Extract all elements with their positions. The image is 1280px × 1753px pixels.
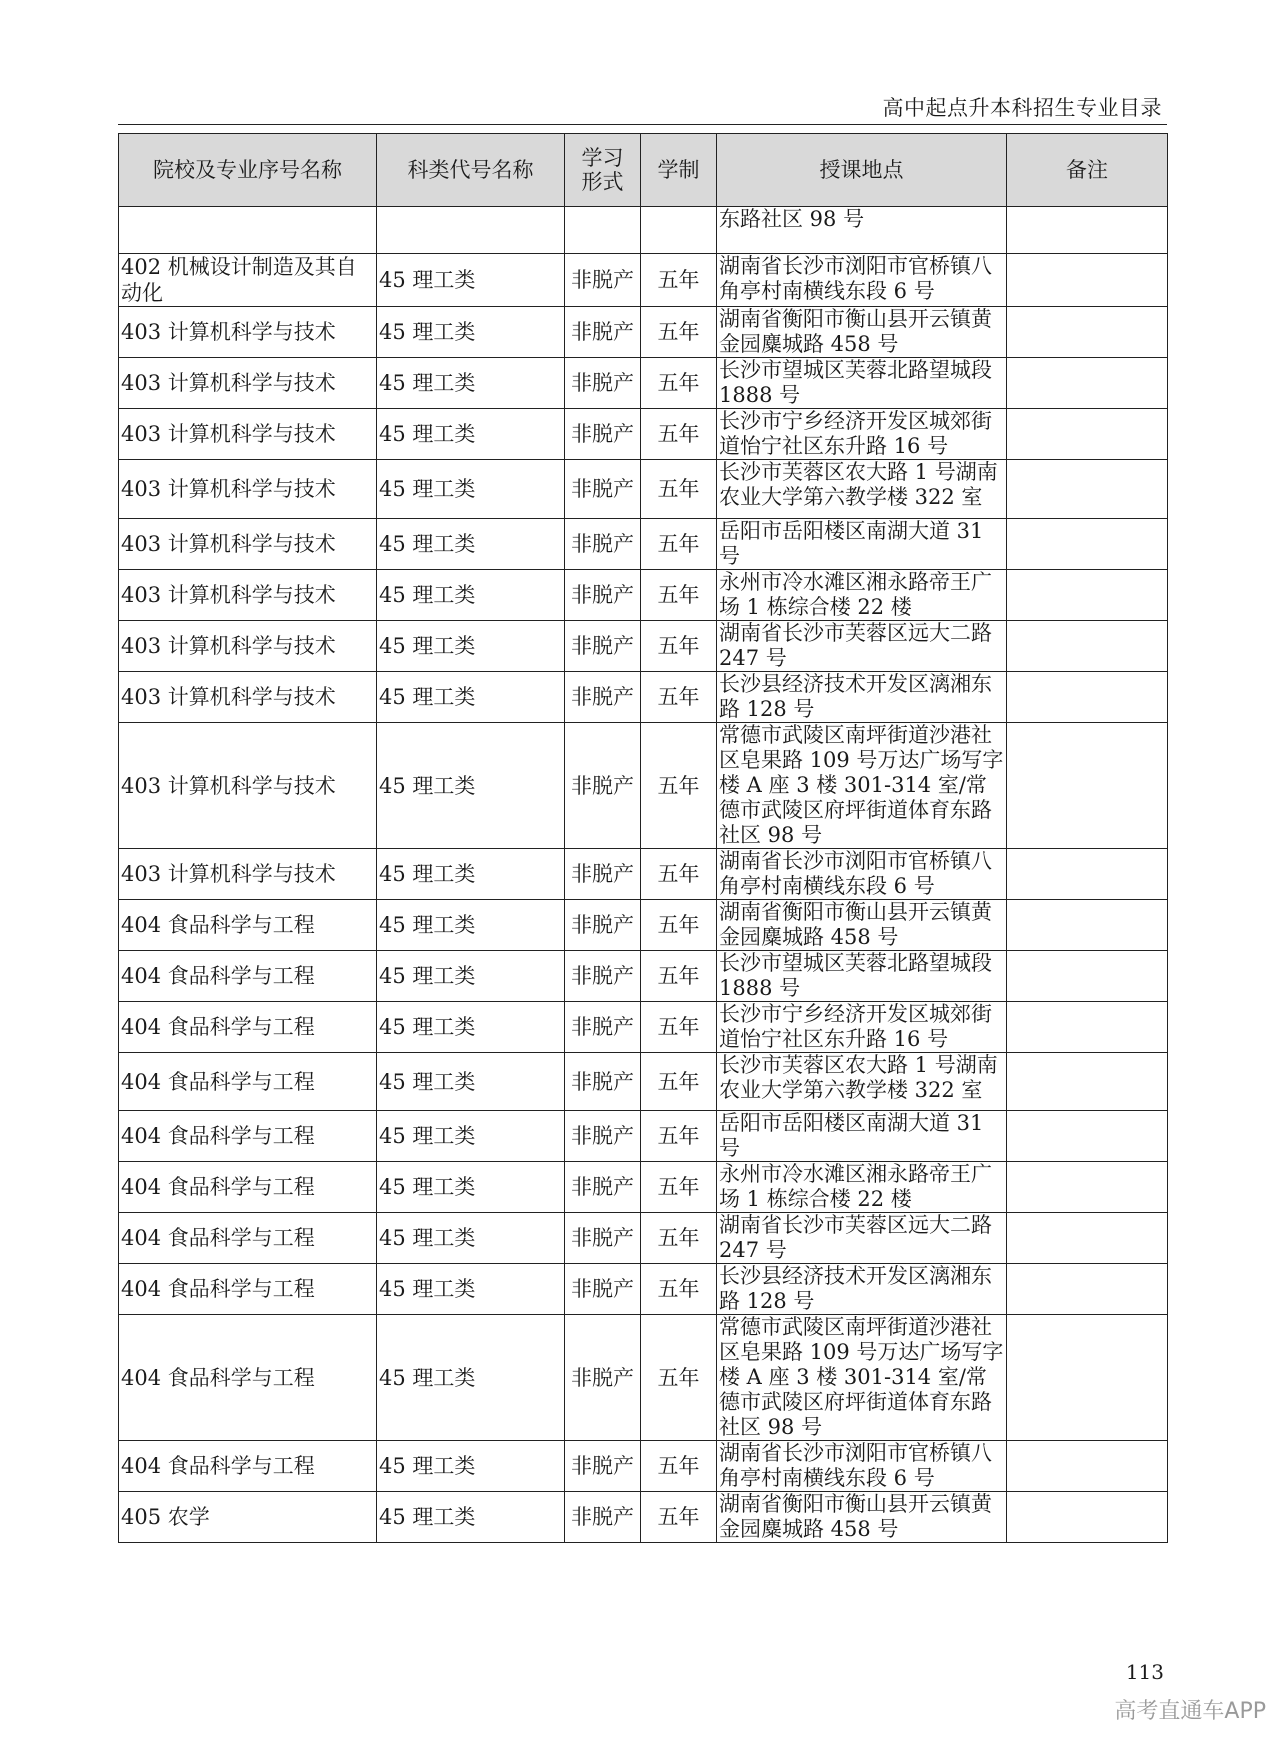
major-cell: 403 计算机科学与技术 [119,672,377,723]
category-cell: 45 理工类 [377,460,565,519]
duration-cell: 五年 [641,1111,717,1162]
table-row [119,570,1168,621]
note-cell [1007,358,1168,409]
study-mode-cell: 非脱产 [565,621,641,672]
table-body [119,207,1168,1543]
category-cell: 45 理工类 [377,672,565,723]
column-header-major: 院校及专业序号名称 [119,134,377,207]
major-cell: 404 食品科学与工程 [119,1441,377,1492]
duration-cell: 五年 [641,460,717,519]
study-mode-cell: 非脱产 [565,1002,641,1053]
note-cell [1007,1213,1168,1264]
table-row [119,519,1168,570]
note-cell [1007,672,1168,723]
catalog-table [118,133,1168,1543]
category-cell: 45 理工类 [377,1441,565,1492]
note-cell [1007,951,1168,1002]
location-cell: 常德市武陵区南坪街道沙港社区皂果路 109 号万达广场写字楼 A 座 3 楼 301-314 室/常德市武陵区府坪街道体育东路社区 98 号 [717,723,1007,849]
note-cell [1007,307,1168,358]
location-cell: 长沙县经济技术开发区漓湘东路 128 号 [717,1264,1007,1315]
category-cell: 45 理工类 [377,358,565,409]
study-mode-cell: 非脱产 [565,307,641,358]
duration-cell: 五年 [641,1492,717,1543]
major-cell: 404 食品科学与工程 [119,900,377,951]
note-cell [1007,849,1168,900]
duration-cell: 五年 [641,1002,717,1053]
major-cell: 404 食品科学与工程 [119,1111,377,1162]
location-cell: 湖南省衡阳市衡山县开云镇黄金园麋城路 458 号 [717,307,1007,358]
table-row [119,900,1168,951]
table-row [119,723,1168,849]
study-mode-cell: 非脱产 [565,1053,641,1111]
table-row [119,409,1168,460]
location-cell: 湖南省长沙市浏阳市官桥镇八角亭村南横线东段 6 号 [717,254,1007,307]
table-header [119,134,1168,207]
study-mode-cell: 非脱产 [565,570,641,621]
note-cell [1007,1315,1168,1441]
column-header-mode [565,134,641,207]
location-cell: 岳阳市岳阳楼区南湖大道 31 号 [717,519,1007,570]
study-mode-cell: 非脱产 [565,900,641,951]
category-cell: 45 理工类 [377,1111,565,1162]
category-cell: 45 理工类 [377,570,565,621]
category-cell: 45 理工类 [377,307,565,358]
major-cell: 404 食品科学与工程 [119,1002,377,1053]
table-row [119,307,1168,358]
table-row [119,621,1168,672]
study-mode-cell: 非脱产 [565,1162,641,1213]
location-cell: 长沙市芙蓉区农大路 1 号湖南农业大学第六教学楼 322 室 [717,1053,1007,1111]
study-mode-cell: 非脱产 [565,1492,641,1543]
study-mode-cell: 非脱产 [565,1441,641,1492]
study-mode-cell: 非脱产 [565,951,641,1002]
category-cell: 45 理工类 [377,951,565,1002]
study-mode-cell: 非脱产 [565,409,641,460]
location-cell: 湖南省长沙市浏阳市官桥镇八角亭村南横线东段 6 号 [717,1441,1007,1492]
table-row [119,1315,1168,1441]
table-row [119,1492,1168,1543]
major-cell: 402 机械设计制造及其自动化 [119,254,377,307]
category-cell: 45 理工类 [377,519,565,570]
major-cell: 404 食品科学与工程 [119,1053,377,1111]
study-mode-cell [565,207,641,254]
study-mode-cell: 非脱产 [565,1213,641,1264]
note-cell [1007,207,1168,254]
note-cell [1007,1002,1168,1053]
table-row [119,951,1168,1002]
major-cell: 404 食品科学与工程 [119,1264,377,1315]
table-row [119,849,1168,900]
duration-cell: 五年 [641,1053,717,1111]
major-cell: 404 食品科学与工程 [119,951,377,1002]
note-cell [1007,1264,1168,1315]
major-cell [119,207,377,254]
duration-cell: 五年 [641,570,717,621]
major-cell: 405 农学 [119,1492,377,1543]
major-cell: 403 计算机科学与技术 [119,307,377,358]
location-cell: 长沙市望城区芙蓉北路望城段 1888 号 [717,358,1007,409]
duration-cell: 五年 [641,1162,717,1213]
table-row [119,1213,1168,1264]
category-cell: 45 理工类 [377,1162,565,1213]
column-header-duration: 学制 [641,134,717,207]
location-cell: 长沙市芙蓉区农大路 1 号湖南农业大学第六教学楼 322 室 [717,460,1007,519]
location-cell: 岳阳市岳阳楼区南湖大道 31 号 [717,1111,1007,1162]
study-mode-cell: 非脱产 [565,672,641,723]
note-cell [1007,254,1168,307]
duration-cell: 五年 [641,1441,717,1492]
note-cell [1007,1162,1168,1213]
table-row [119,254,1168,307]
duration-cell: 五年 [641,254,717,307]
category-cell: 45 理工类 [377,900,565,951]
location-cell: 长沙市望城区芙蓉北路望城段 1888 号 [717,951,1007,1002]
major-cell: 404 食品科学与工程 [119,1315,377,1441]
table-row [119,460,1168,519]
location-cell: 湖南省衡阳市衡山县开云镇黄金园麋城路 458 号 [717,900,1007,951]
location-cell: 常德市武陵区南坪街道沙港社区皂果路 109 号万达广场写字楼 A 座 3 楼 301-314 室/常德市武陵区府坪街道体育东路社区 98 号 [717,1315,1007,1441]
table-row [119,1162,1168,1213]
table-row [119,1441,1168,1492]
duration-cell: 五年 [641,723,717,849]
running-header-title: 高中起点升本科招生专业目录 [882,96,1162,120]
location-cell: 永州市冷水滩区湘永路帝王广场 1 栋综合楼 22 楼 [717,570,1007,621]
category-cell: 45 理工类 [377,1264,565,1315]
header-row [119,134,1168,207]
duration-cell: 五年 [641,621,717,672]
study-mode-cell: 非脱产 [565,460,641,519]
duration-cell: 五年 [641,1315,717,1441]
category-cell: 45 理工类 [377,621,565,672]
location-cell: 湖南省衡阳市衡山县开云镇黄金园麋城路 458 号 [717,1492,1007,1543]
major-cell: 404 食品科学与工程 [119,1162,377,1213]
duration-cell: 五年 [641,307,717,358]
note-cell [1007,519,1168,570]
category-cell: 45 理工类 [377,1002,565,1053]
duration-cell: 五年 [641,1213,717,1264]
category-cell: 45 理工类 [377,1053,565,1111]
duration-cell: 五年 [641,1264,717,1315]
category-cell [377,207,565,254]
major-cell: 403 计算机科学与技术 [119,358,377,409]
study-mode-cell: 非脱产 [565,849,641,900]
table-row [119,207,1168,254]
duration-cell: 五年 [641,900,717,951]
note-cell [1007,900,1168,951]
study-mode-cell: 非脱产 [565,1111,641,1162]
note-cell [1007,1441,1168,1492]
category-cell: 45 理工类 [377,409,565,460]
major-cell: 403 计算机科学与技术 [119,519,377,570]
table-row [119,1264,1168,1315]
location-cell: 长沙市宁乡经济开发区城郊街道怡宁社区东升路 16 号 [717,409,1007,460]
duration-cell: 五年 [641,849,717,900]
category-cell: 45 理工类 [377,1315,565,1441]
study-mode-cell: 非脱产 [565,254,641,307]
location-cell: 湖南省长沙市芙蓉区远大二路 247 号 [717,621,1007,672]
note-cell [1007,1111,1168,1162]
location-cell: 湖南省长沙市浏阳市官桥镇八角亭村南横线东段 6 号 [717,849,1007,900]
duration-cell: 五年 [641,358,717,409]
table-row [119,1002,1168,1053]
location-cell: 长沙市宁乡经济开发区城郊街道怡宁社区东升路 16 号 [717,1002,1007,1053]
location-cell: 东路社区 98 号 [717,207,1007,254]
note-cell [1007,1053,1168,1111]
major-cell: 403 计算机科学与技术 [119,570,377,621]
note-cell [1007,409,1168,460]
study-mode-cell: 非脱产 [565,723,641,849]
note-cell [1007,1492,1168,1543]
location-cell: 永州市冷水滩区湘永路帝王广场 1 栋综合楼 22 楼 [717,1162,1007,1213]
category-cell: 45 理工类 [377,849,565,900]
note-cell [1007,621,1168,672]
study-mode-cell: 非脱产 [565,1264,641,1315]
column-header-category: 科类代号名称 [377,134,565,207]
category-cell: 45 理工类 [377,1213,565,1264]
major-cell: 403 计算机科学与技术 [119,409,377,460]
column-header-location: 授课地点 [717,134,1007,207]
duration-cell: 五年 [641,519,717,570]
location-cell: 湖南省长沙市芙蓉区远大二路 247 号 [717,1213,1007,1264]
table-row [119,1111,1168,1162]
note-cell [1007,570,1168,621]
table-row [119,672,1168,723]
major-cell: 403 计算机科学与技术 [119,723,377,849]
table-row [119,1053,1168,1111]
major-cell: 404 食品科学与工程 [119,1213,377,1264]
category-cell: 45 理工类 [377,723,565,849]
note-cell [1007,460,1168,519]
duration-cell: 五年 [641,951,717,1002]
note-cell [1007,723,1168,849]
location-cell: 长沙县经济技术开发区漓湘东路 128 号 [717,672,1007,723]
duration-cell: 五年 [641,409,717,460]
study-mode-cell: 非脱产 [565,519,641,570]
study-mode-cell: 非脱产 [565,1315,641,1441]
duration-cell [641,207,717,254]
major-cell: 403 计算机科学与技术 [119,621,377,672]
watermark-text: 高考直通车APP [1114,1699,1266,1724]
header-rule [118,124,1167,125]
study-mode-cell: 非脱产 [565,358,641,409]
major-cell: 403 计算机科学与技术 [119,849,377,900]
page-number: 113 [1125,1660,1164,1684]
column-header-mode-text: 学习 形式 [581,146,624,194]
category-cell: 45 理工类 [377,1492,565,1543]
major-cell: 403 计算机科学与技术 [119,460,377,519]
duration-cell: 五年 [641,672,717,723]
column-header-note: 备注 [1007,134,1168,207]
category-cell: 45 理工类 [377,254,565,307]
table-row [119,358,1168,409]
